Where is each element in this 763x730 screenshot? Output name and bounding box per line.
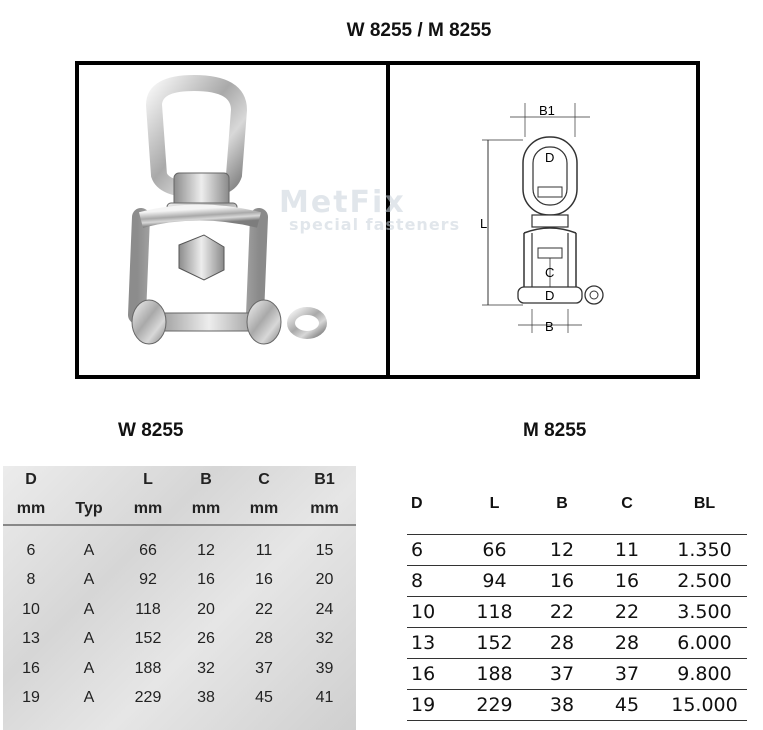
m-header-cell: D: [411, 495, 423, 512]
w-header-row-1: [3, 466, 356, 494]
label-d-bottom: D: [545, 288, 555, 303]
table-cell: 16: [407, 659, 457, 690]
table-row: [3, 595, 356, 625]
table-cell: 12: [532, 535, 592, 566]
table-cell: 22: [532, 597, 592, 628]
table-cell: 45: [255, 689, 273, 707]
m-header-cell: C: [621, 495, 633, 512]
table-cell: 118: [457, 597, 532, 628]
label-b1: B1: [539, 103, 555, 118]
table-cell: 94: [457, 566, 532, 597]
table-row: [407, 535, 747, 566]
label-b: B: [545, 319, 554, 334]
table-cell: 20: [315, 571, 334, 589]
m-dimension-table: [407, 474, 747, 721]
label-l: L: [480, 216, 488, 231]
table-cell: 37: [255, 659, 273, 677]
table-cell: 45: [592, 690, 662, 721]
w-table-panel: [3, 466, 356, 730]
w-unit-cell: mm: [177, 494, 235, 525]
table-row: [407, 566, 747, 597]
table-cell: 2.500: [662, 566, 747, 597]
w-header-cell: B: [200, 471, 212, 488]
table-cell: 38: [197, 689, 215, 707]
table-cell: 8: [26, 571, 36, 589]
table-cell: 41: [315, 689, 334, 707]
m-table-body: [407, 535, 747, 721]
table-cell: 92: [139, 571, 157, 589]
table-cell: 12: [197, 541, 215, 559]
m-header-row: [407, 474, 747, 535]
table-cell: 22: [592, 597, 662, 628]
table-cell: 13: [22, 630, 40, 648]
table-cell: 6: [26, 541, 36, 559]
w-unit-cell: mm: [3, 494, 59, 525]
table-cell: 19: [22, 689, 40, 707]
table-cell: 229: [457, 690, 532, 721]
table-cell: 16: [22, 659, 40, 677]
table-row: [3, 525, 356, 566]
table-cell: 32: [197, 659, 215, 677]
w-unit-cell: mm: [119, 494, 177, 525]
table-cell: 20: [197, 600, 215, 618]
table-cell: 229: [134, 689, 162, 707]
table-cell: 37: [532, 659, 592, 690]
table-cell: 188: [457, 659, 532, 690]
table-cell: 11: [255, 541, 273, 559]
table-cell: 1.350: [662, 535, 747, 566]
table-cell: 15: [315, 541, 334, 559]
table-cell: 15.000: [662, 690, 747, 721]
w-header-cell: D: [25, 471, 37, 488]
table-cell: 66: [457, 535, 532, 566]
table-cell: 37: [592, 659, 662, 690]
table-cell: 28: [532, 628, 592, 659]
page-title: W 8255 / M 8255: [346, 20, 492, 41]
w-header-cell: L: [143, 471, 153, 488]
table-cell: A: [83, 689, 95, 707]
watermark-brand: MetFix: [279, 185, 406, 220]
table-cell: 24: [315, 600, 334, 618]
w-unit-cell: mm: [235, 494, 293, 525]
table-cell: 16: [532, 566, 592, 597]
watermark-tagline: special fasteners: [289, 215, 461, 234]
w-header-row-2: [3, 494, 356, 525]
table-cell: 8: [407, 566, 457, 597]
table-row: [3, 566, 356, 596]
table-cell: 38: [532, 690, 592, 721]
table-cell: 152: [457, 628, 532, 659]
m-header-cell: L: [489, 495, 500, 512]
table-cell: A: [83, 571, 95, 589]
table-cell: 3.500: [662, 597, 747, 628]
table-row: [3, 654, 356, 684]
table-cell: 6.000: [662, 628, 747, 659]
table-cell: A: [83, 659, 95, 677]
table-cell: 39: [315, 659, 334, 677]
table-cell: 28: [255, 630, 273, 648]
table-cell: 11: [592, 535, 662, 566]
table-cell: 22: [255, 600, 273, 618]
table-cell: 10: [22, 600, 40, 618]
m-header-cell: B: [556, 495, 568, 512]
table-row: [407, 690, 747, 721]
table-cell: 28: [592, 628, 662, 659]
table-cell: 16: [197, 571, 215, 589]
table-row: [407, 597, 747, 628]
product-figure-frame: [75, 61, 700, 379]
table-cell: 188: [134, 659, 162, 677]
w-table-title: W 8255: [118, 420, 184, 441]
w-header-cell: B1: [314, 471, 335, 488]
table-cell: A: [83, 630, 95, 648]
table-cell: 6: [407, 535, 457, 566]
w-header-cell: [59, 466, 119, 494]
table-cell: 66: [139, 541, 157, 559]
w-unit-cell: mm: [293, 494, 356, 525]
table-cell: 32: [315, 630, 334, 648]
table-cell: 13: [407, 628, 457, 659]
table-cell: 16: [255, 571, 273, 589]
table-cell: 10: [407, 597, 457, 628]
w-header-cell: C: [258, 471, 270, 488]
table-cell: 19: [407, 690, 457, 721]
label-c: C: [545, 265, 555, 280]
table-cell: 16: [592, 566, 662, 597]
m-header-cell: BL: [693, 495, 716, 512]
w-table-body: [3, 525, 356, 713]
w-dimension-table: [3, 466, 356, 713]
table-row: [407, 659, 747, 690]
w-unit-cell: Typ: [59, 494, 119, 525]
table-row: [3, 625, 356, 655]
table-cell: 9.800: [662, 659, 747, 690]
table-cell: 118: [135, 600, 161, 618]
table-cell: A: [83, 541, 95, 559]
m-table-title: M 8255: [523, 420, 587, 441]
table-cell: A: [83, 600, 95, 618]
table-cell: 152: [134, 630, 162, 648]
table-row: [407, 628, 747, 659]
label-d-top: D: [545, 150, 555, 165]
table-cell: 26: [197, 630, 215, 648]
table-row: [3, 684, 356, 714]
